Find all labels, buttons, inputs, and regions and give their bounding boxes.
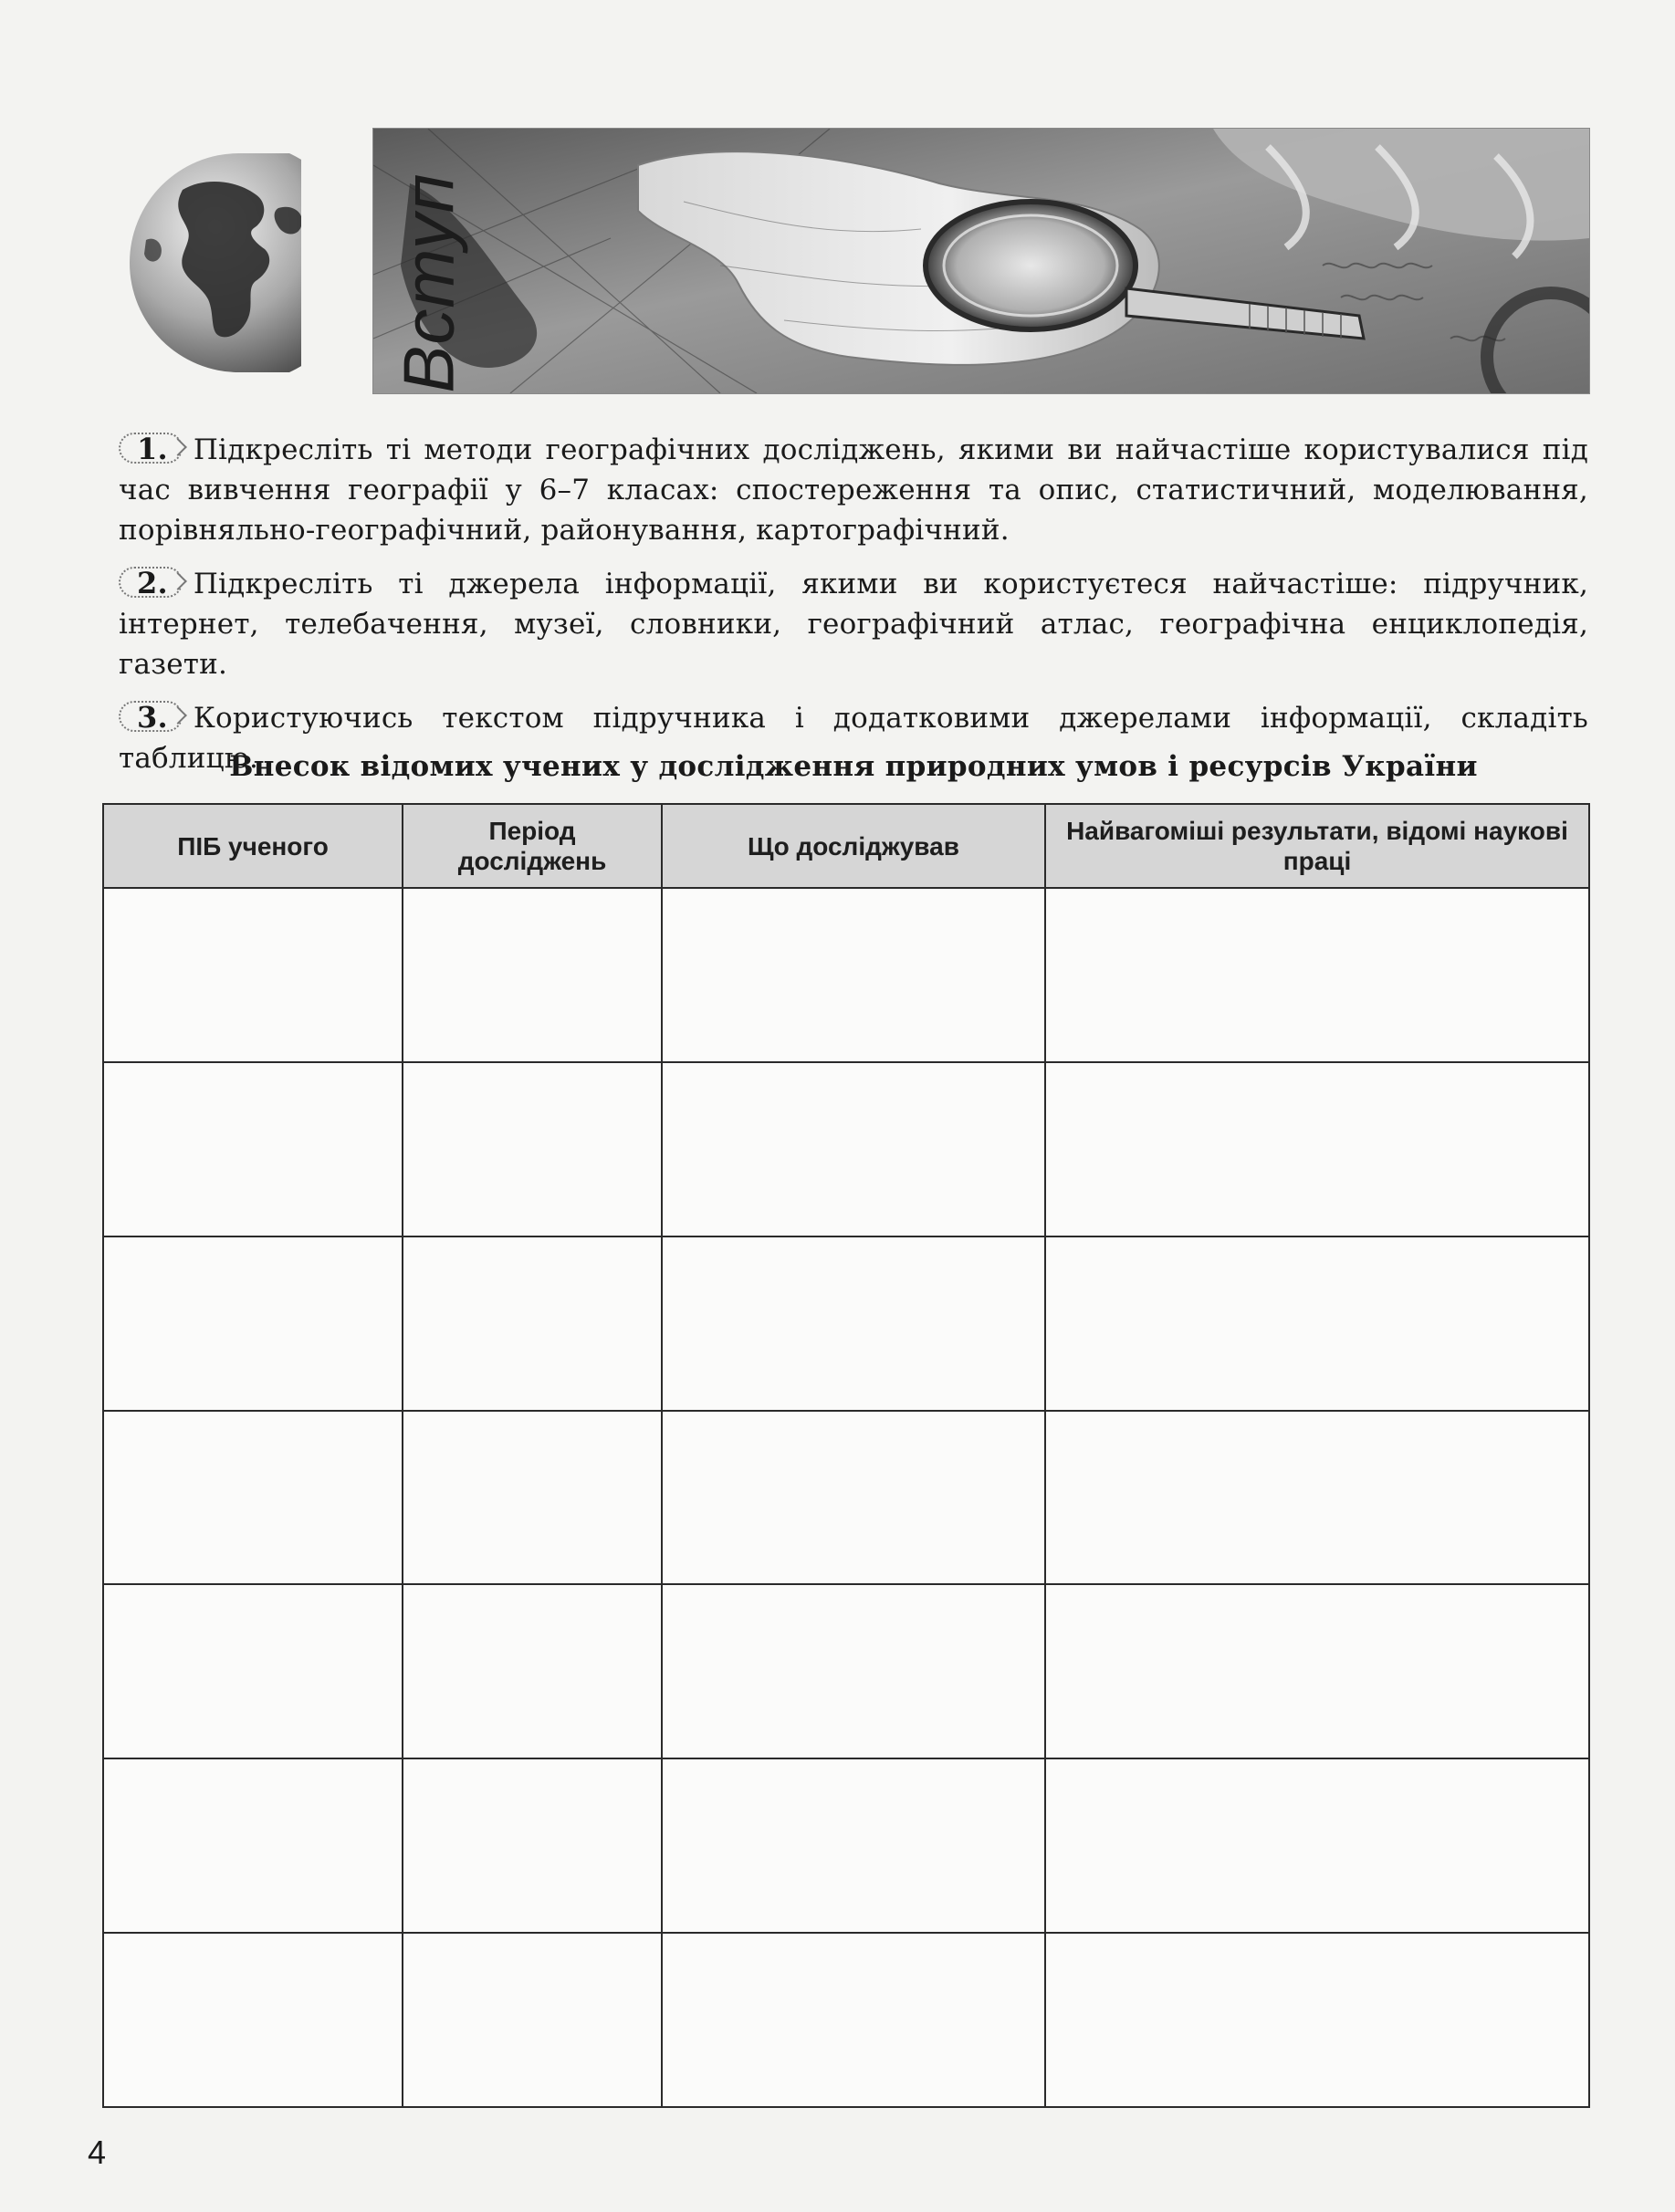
table-row <box>103 1933 1589 2107</box>
section-title: Вступ <box>388 172 469 393</box>
task-number-badge: 1. <box>119 429 183 469</box>
table-row <box>103 1236 1589 1411</box>
table-cell[interactable] <box>103 1933 403 2107</box>
header-cell-name: ПІБ ученого <box>103 804 403 888</box>
table-cell[interactable] <box>103 1236 403 1411</box>
table-cell[interactable] <box>1045 1933 1589 2107</box>
table-cell[interactable] <box>662 1758 1045 1933</box>
table-cell[interactable] <box>403 1236 662 1411</box>
globe-icon <box>119 153 361 372</box>
table-row <box>103 888 1589 1062</box>
task-2 <box>119 563 1588 684</box>
table-cell[interactable] <box>662 888 1045 1062</box>
table-cell[interactable] <box>662 1062 1045 1236</box>
table-cell[interactable] <box>1045 1758 1589 1933</box>
task-number-badge: 3. <box>119 697 183 737</box>
header-cell-results: Найвагоміші результати, відомі наукові праці <box>1045 804 1589 888</box>
task-number-badge: 2. <box>119 563 183 603</box>
table-cell[interactable] <box>1045 1062 1589 1236</box>
table-cell[interactable] <box>662 1411 1045 1585</box>
header-cell-subject: Що досліджував <box>662 804 1045 888</box>
table-cell[interactable] <box>662 1584 1045 1758</box>
table-header-row <box>103 804 1589 888</box>
task-text: Підкресліть ті джерела інформації, якими ви користуєтеся найчастіше: підручник, інтернет, телебачення, музеї, словники, географічний атлас, географічна енциклопедія, газети. <box>119 568 1588 681</box>
section-header <box>119 128 1588 392</box>
page-number: 4 <box>88 2134 107 2171</box>
table-cell[interactable] <box>403 1933 662 2107</box>
table-caption: Внесок відомих учених у дослідження природних умов і ресурсів України <box>229 750 1478 783</box>
tasks-block <box>119 429 1588 791</box>
table-cell[interactable] <box>1045 1236 1589 1411</box>
table-cell[interactable] <box>662 1236 1045 1411</box>
table-cell[interactable] <box>1045 888 1589 1062</box>
table-row <box>103 1584 1589 1758</box>
task-text: Користуючись текстом підручника і додатковими джерелами інформації, складіть таблицю. <box>119 702 1588 775</box>
table-cell[interactable] <box>103 1062 403 1236</box>
table-cell[interactable] <box>1045 1584 1589 1758</box>
table-cell[interactable] <box>103 1584 403 1758</box>
task-text: Підкресліть ті методи географічних досліджень, якими ви найчастіше користувалися під час вивчення географії у 6–7 класах: спостереження та опис, статистичний, моделювання, порівняльно-географічний, районування, картографічний. <box>119 433 1588 547</box>
table-cell[interactable] <box>103 888 403 1062</box>
table-row <box>103 1062 1589 1236</box>
table-cell[interactable] <box>403 888 662 1062</box>
table-cell[interactable] <box>1045 1411 1589 1585</box>
table-cell[interactable] <box>403 1758 662 1933</box>
table-cell[interactable] <box>103 1758 403 1933</box>
table-cell[interactable] <box>103 1411 403 1585</box>
task-1 <box>119 429 1588 550</box>
header-cell-period: Період досліджень <box>403 804 662 888</box>
table-row <box>103 1411 1589 1585</box>
table-cell[interactable] <box>403 1411 662 1585</box>
table-cell[interactable] <box>403 1062 662 1236</box>
scientists-table <box>102 803 1590 2108</box>
table-cell[interactable] <box>403 1584 662 1758</box>
header-banner-image <box>372 128 1590 394</box>
table-row <box>103 1758 1589 1933</box>
table-cell[interactable] <box>662 1933 1045 2107</box>
